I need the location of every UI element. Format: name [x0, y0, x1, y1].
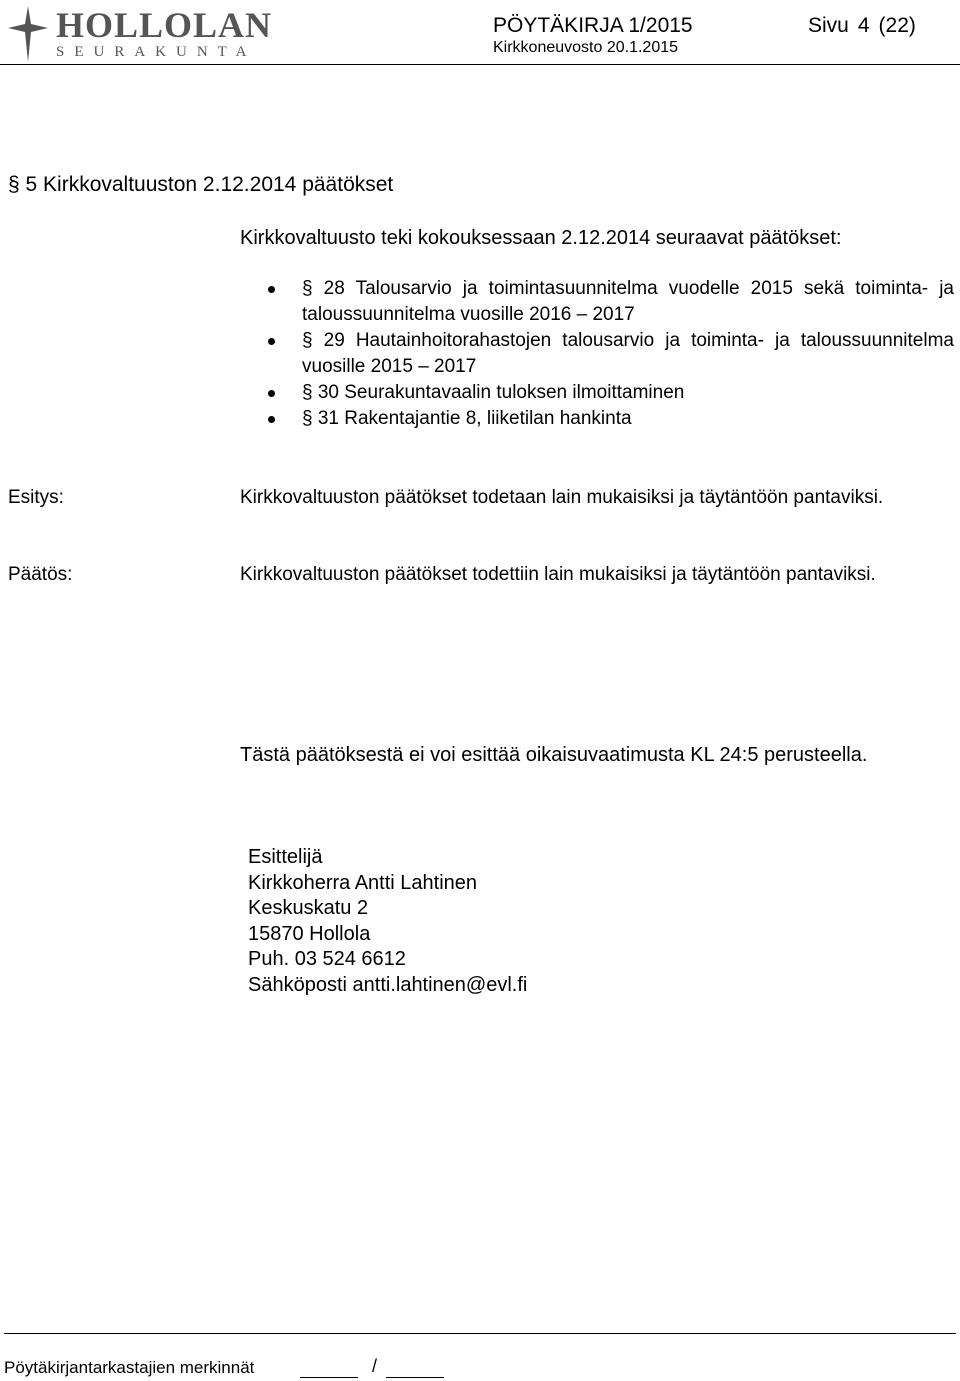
proposal-label: Esitys: [8, 487, 64, 508]
presenter-email: Sähköposti antti.lahtinen@evl.fi [248, 973, 528, 996]
cross-emblem-icon [6, 4, 50, 64]
page-label: Sivu [808, 14, 849, 37]
presenter-name: Kirkkoherra Antti Lahtinen [248, 871, 478, 894]
presenter-role: Esittelijä [248, 846, 323, 868]
decision-text: § 28 Talousarvio ja toimintasuunnitelma vuodelle 2015 sekä toiminta- ja taloussuunnitelma vuosille 2016 – 2017 [302, 278, 954, 325]
section-intro: Kirkkovaltuusto teki kokouksessaan 2.12.2014 seuraavat päätökset: [240, 227, 842, 249]
bullet-icon [268, 390, 275, 397]
footer-divider [4, 1333, 956, 1334]
decision-text: § 29 Hautainhoitorahastojen talousarvio ja toiminta- ja taloussuunnitelma vuosille 2015 – 2017 [302, 330, 954, 377]
list-item [268, 406, 954, 432]
page-total: (22) [878, 14, 916, 37]
appeal-note: Tästä päätöksestä ei voi esittää oikaisuvaatimusta KL 24:5 perusteella. [240, 744, 868, 766]
footer-label: Pöytäkirjantarkastajien merkinnät [4, 1358, 255, 1377]
list-item [268, 328, 954, 380]
document-title: PÖYTÄKIRJA 1/2015 [493, 14, 693, 37]
parish-logo [6, 4, 276, 64]
decision-text: § 31 Rakentajantie 8, liiketilan hankinta [302, 408, 632, 429]
signature-separator: / [372, 1356, 378, 1376]
signature-line [300, 1377, 358, 1378]
header-divider [0, 64, 960, 65]
list-item [268, 380, 954, 406]
decision-text: Kirkkovaltuuston päätökset todettiin lain mukaisiksi ja täytäntöön pantaviksi. [240, 564, 876, 585]
presenter-street: Keskuskatu 2 [248, 897, 369, 919]
page-indicator [808, 13, 916, 39]
bullet-icon [268, 416, 275, 423]
presenter-contact [248, 845, 527, 998]
bullet-icon [268, 338, 275, 345]
logo-main-text: HOLLOLAN [56, 5, 273, 45]
meeting-name: Kirkkoneuvosto 20.1.2015 [493, 39, 679, 56]
proposal-text: Kirkkovaltuuston päätökset todetaan lain mukaisiksi ja täytäntöön pantaviksi. [240, 487, 884, 508]
signature-line [386, 1377, 444, 1378]
list-item [268, 276, 954, 328]
logo-sub-text: SEURAKUNTA [56, 44, 257, 60]
presenter-phone: Puh. 03 524 6612 [248, 948, 406, 970]
decision-label: Päätös: [8, 564, 73, 585]
presenter-postal: 15870 Hollola [248, 922, 371, 945]
decision-list [268, 276, 954, 432]
bullet-icon [268, 286, 275, 293]
decision-text: § 30 Seurakuntavaalin tuloksen ilmoittaminen [302, 382, 685, 403]
section-heading: § 5 Kirkkovaltuuston 2.12.2014 päätökset [8, 173, 394, 196]
page-number: 4 [857, 14, 870, 37]
